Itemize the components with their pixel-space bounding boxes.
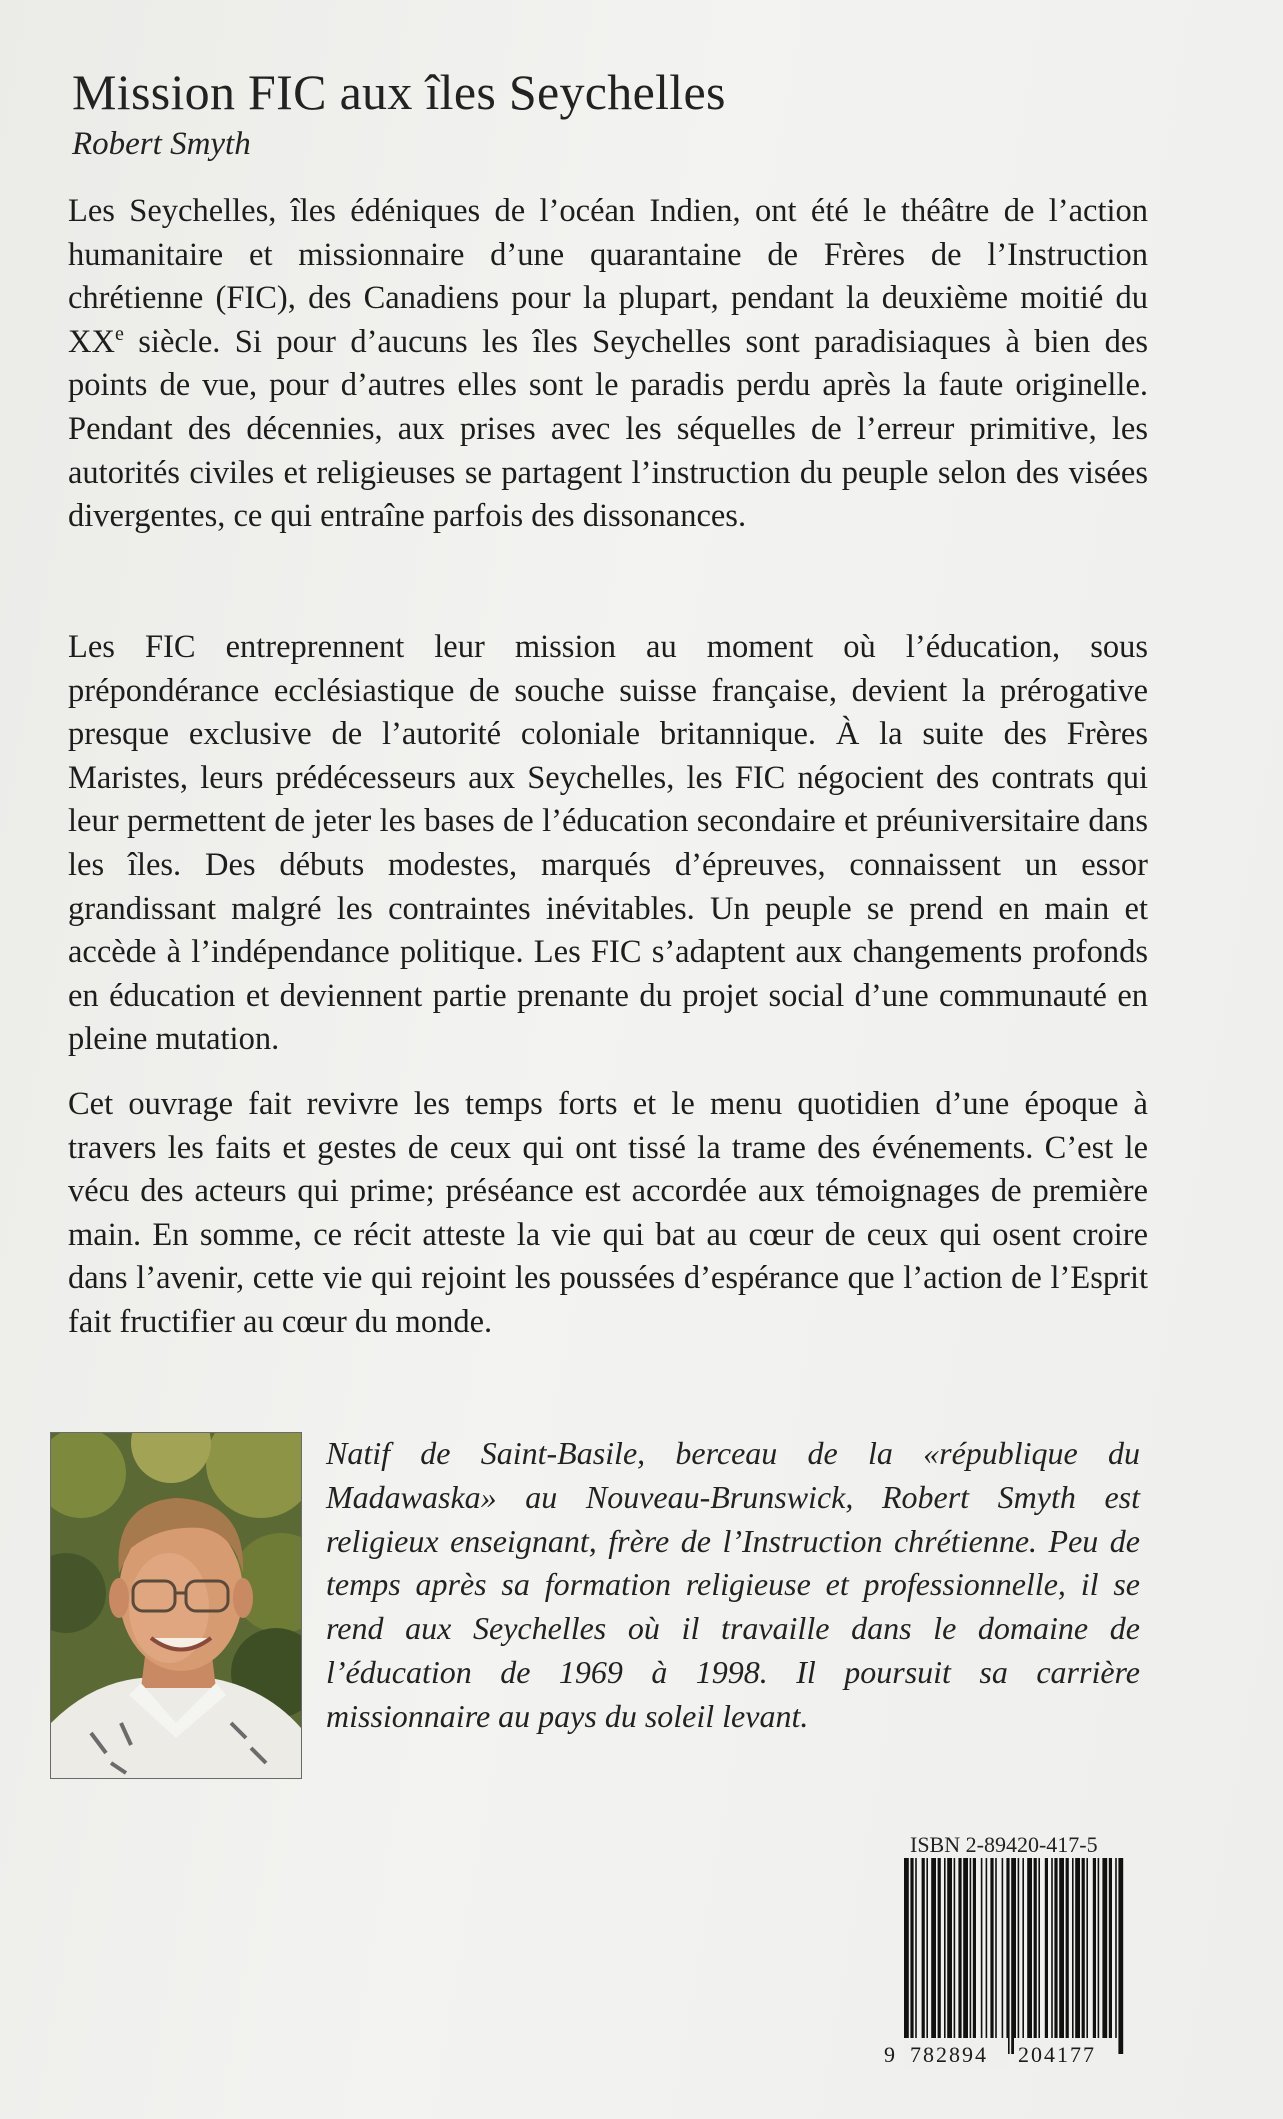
barcode-bar: [931, 1858, 936, 2054]
barcode-bar: [922, 1858, 925, 2054]
century-superscript: e: [114, 322, 124, 345]
synopsis-paragraph-3: Cet ouvrage fait revivre les temps forts et le menu quotidien d’une époque à travers les faits et gestes de ceux qui ont tissé la trame des événements. C’est le vécu des acteurs qui prime; préséance est accordée aux témoignages de première main. En somme, ce récit atteste la vie qui bat au cœur de ceux qui osent croire dans l’avenir, cette vie qui rejoint les poussées d’espérance que l’action de l’Esprit fait fructifier au cœur du monde.: [68, 1086, 1148, 1340]
barcode-bar: [938, 1858, 941, 2054]
barcode-bar: [1072, 1858, 1074, 2054]
barcode-bar: [1038, 1858, 1040, 2054]
barcode-bar: [1054, 1858, 1057, 2054]
barcode-bar: [1027, 1858, 1032, 2054]
barcode-bar: [947, 1858, 952, 2054]
barcode-bar: [1011, 1858, 1016, 2054]
barcode-bar: [1086, 1858, 1088, 2054]
barcode-bar: [973, 1858, 976, 2054]
barcode-bar: [1059, 1858, 1064, 2054]
barcode-bar: [1018, 1858, 1020, 2054]
barcode-bar: [1034, 1858, 1037, 2054]
barcode-bar: [904, 1858, 909, 2054]
author-photo: [50, 1432, 302, 1779]
synopsis-paragraph-1: [68, 190, 1148, 539]
barcode: [882, 1858, 1140, 2068]
barcode-digits-right: 204177: [1018, 2042, 1096, 2067]
author-biography: Natif de Saint-Basile, berceau de la «république du Madawaska» au Nouveau-Brunswick, Robert Smyth est religieux enseignant, frère de l’Instruction chrétienne. Peu de temps après sa formation religieuse et professionnelle, il se rend aux Seychelles où il travaille dans le domaine de l’éducation de 1969 à 1998. Il poursuit sa carrière missionnaire au pays du soleil levant.: [326, 1435, 1140, 1734]
barcode-digits-left: 782894: [910, 2042, 988, 2067]
barcode-bar: [990, 1858, 993, 2054]
synopsis-paragraph-1-text-b: siècle. Si pour d’aucuns les îles Seychelles sont paradisiaques à bien des points de vue, pour d’autres elles sont le paradis perdu après la faute originelle. Pendant des décennies, aux prises avec les séquelles de l’erreur primitive, les autorités civiles et religieuses se partagent l’instruction du peuple selon des visées divergentes, ce qui entraîne parfois des dissonances.: [68, 323, 1148, 535]
barcode-bar: [1118, 1858, 1123, 2054]
barcode-bar: [958, 1858, 961, 2054]
barcode-bar: [1115, 1858, 1117, 2054]
book-title: Mission FIC aux îles Seychelles: [72, 64, 726, 120]
barcode-bar: [963, 1858, 968, 2054]
barcode-bar: [1002, 1858, 1004, 2054]
barcode-bar: [944, 1858, 946, 2054]
barcode-bar: [986, 1858, 988, 2054]
barcode-bar: [1109, 1858, 1112, 2054]
barcode-bar: [1098, 1858, 1100, 2054]
barcode-bar: [1093, 1858, 1096, 2054]
barcode-bar: [1051, 1858, 1053, 2054]
barcode-bar: [910, 1858, 913, 2054]
barcode-bar: [1022, 1858, 1024, 2054]
barcode-bar: [1006, 1858, 1009, 2054]
barcode-bars: [904, 1858, 1123, 2054]
barcode-bar: [970, 1858, 972, 2054]
barcode-bar: [926, 1858, 928, 2054]
barcode-bar: [1045, 1858, 1048, 2054]
barcode-bar: [915, 1858, 917, 2054]
book-author: Robert Smyth: [72, 126, 251, 162]
barcode-bar: [1102, 1858, 1107, 2054]
barcode-bar: [981, 1858, 983, 2054]
barcode-bar: [1075, 1858, 1080, 2054]
barcode-bar: [995, 1858, 997, 2054]
synopsis-paragraph-1-text-a: Les Seychelles, îles édéniques de l’océan Indien, ont été le théâtre de l’action humanitaire et missionnaire d’une quarantaine de Frères de l’Instruction chrétienne (FIC), des Canadiens pour la plupart, pendant la deuxième moitié du XX: [68, 193, 1148, 360]
synopsis-paragraph-2: Les FIC entreprennent leur mission au moment où l’éducation, sous prépondérance ecclésiastique de souche suisse française, devient la prérogative presque exclusive de l’autorité coloniale britannique. À la suite des Frères Maristes, leurs prédécesseurs aux Seychelles, les FIC négocient des contrats qui leur permettent de jeter les bases de l’éducation secondaire et préuniversitaire dans les îles. Des débuts modestes, marqués d’épreuves, connaissent un essor grandissant malgré les contraintes inévitables. Un peuple se prend en main et accède à l’indépendance politique. Les FIC s’adaptent aux changements profonds en éducation et deviennent partie prenante du projet social d’une communauté en pleine mutation.: [68, 629, 1148, 1058]
isbn-label: ISBN 2-89420-417-5: [910, 1832, 1098, 1857]
barcode-bar: [954, 1858, 956, 2054]
barcode-bar: [1066, 1858, 1069, 2054]
barcode-bar: [1082, 1858, 1085, 2054]
barcode-lead-digit: 9: [884, 2042, 895, 2067]
